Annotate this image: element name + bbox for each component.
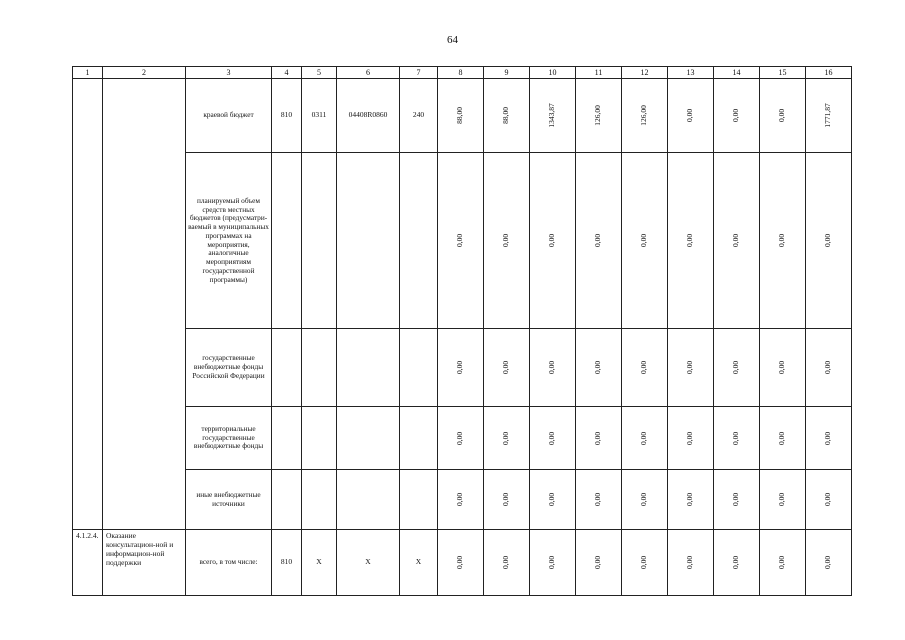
value-text: 126,00 xyxy=(639,105,649,126)
funding-source: иные внебюджетные источники xyxy=(186,470,272,530)
value-text: 0,00 xyxy=(455,492,465,507)
code-cell: X xyxy=(400,530,438,596)
value-text: 0,00 xyxy=(593,233,603,248)
value-text: 0,00 xyxy=(639,555,649,570)
column-header: 2 xyxy=(103,67,186,79)
code-cell xyxy=(337,470,400,530)
value-cell xyxy=(484,153,530,329)
row-name-cell xyxy=(103,79,186,530)
value-text: 0,00 xyxy=(455,431,465,445)
code-cell: X xyxy=(337,530,400,596)
value-cell xyxy=(760,153,806,329)
value-cell xyxy=(576,329,622,407)
value-text: 0,00 xyxy=(777,431,787,445)
code-cell: 0311 xyxy=(302,79,337,153)
column-header: 8 xyxy=(438,67,484,79)
value-cell xyxy=(806,530,852,596)
value-text: 0,00 xyxy=(777,233,787,248)
value-text: 0,00 xyxy=(547,233,557,248)
column-header: 10 xyxy=(530,67,576,79)
table-row xyxy=(73,407,852,470)
value-text: 0,00 xyxy=(685,108,695,123)
value-cell xyxy=(714,79,760,153)
value-cell xyxy=(576,407,622,470)
value-text: 0,00 xyxy=(685,555,695,570)
value-cell xyxy=(760,530,806,596)
column-header: 1 xyxy=(73,67,103,79)
code-cell: 810 xyxy=(272,79,302,153)
funding-source: краевой бюджет xyxy=(186,79,272,153)
value-text: 0,00 xyxy=(823,555,833,570)
value-cell xyxy=(760,470,806,530)
column-header: 5 xyxy=(302,67,337,79)
value-text: 1343,87 xyxy=(547,103,557,128)
value-cell xyxy=(806,79,852,153)
value-cell xyxy=(668,329,714,407)
value-text: 0,00 xyxy=(501,233,511,248)
value-cell xyxy=(714,153,760,329)
value-text: 0,00 xyxy=(547,360,557,375)
value-text: 1771,87 xyxy=(823,103,833,128)
code-cell: 04408R0860 xyxy=(337,79,400,153)
funding-source: государственные внебюджетные фонды Российской Федерации xyxy=(186,329,272,407)
value-cell xyxy=(576,153,622,329)
code-cell xyxy=(337,329,400,407)
value-cell xyxy=(714,470,760,530)
value-cell xyxy=(576,470,622,530)
value-cell xyxy=(668,407,714,470)
value-text: 0,00 xyxy=(593,492,603,507)
table-row xyxy=(73,329,852,407)
value-text: 0,00 xyxy=(501,431,511,445)
value-text: 0,00 xyxy=(455,555,465,570)
budget-table xyxy=(72,66,852,596)
value-text: 0,00 xyxy=(685,360,695,375)
value-text: 0,00 xyxy=(731,492,741,507)
value-cell xyxy=(622,153,668,329)
table-row xyxy=(73,470,852,530)
value-text: 0,00 xyxy=(639,431,649,445)
value-cell xyxy=(576,530,622,596)
column-header: 14 xyxy=(714,67,760,79)
value-cell xyxy=(668,470,714,530)
table-row xyxy=(73,79,852,153)
value-cell xyxy=(806,329,852,407)
value-cell xyxy=(760,79,806,153)
column-header: 16 xyxy=(806,67,852,79)
code-cell: X xyxy=(302,530,337,596)
value-cell xyxy=(622,329,668,407)
value-cell xyxy=(530,329,576,407)
value-text: 0,00 xyxy=(547,431,557,445)
code-cell xyxy=(302,407,337,470)
value-text: 0,00 xyxy=(777,360,787,375)
row-number-cell xyxy=(73,79,103,530)
value-cell xyxy=(484,530,530,596)
value-text: 0,00 xyxy=(547,555,557,570)
value-text: 0,00 xyxy=(823,360,833,375)
value-text: 0,00 xyxy=(639,233,649,248)
value-cell xyxy=(760,329,806,407)
code-cell xyxy=(400,407,438,470)
value-text: 0,00 xyxy=(685,431,695,445)
column-header: 4 xyxy=(272,67,302,79)
value-text: 0,00 xyxy=(823,233,833,248)
value-cell xyxy=(530,470,576,530)
value-text: 0,00 xyxy=(639,492,649,507)
column-header: 7 xyxy=(400,67,438,79)
value-cell xyxy=(714,407,760,470)
code-cell xyxy=(272,329,302,407)
value-text: 88,00 xyxy=(455,107,465,124)
column-header: 13 xyxy=(668,67,714,79)
code-cell xyxy=(400,329,438,407)
value-cell xyxy=(530,407,576,470)
code-cell: 240 xyxy=(400,79,438,153)
value-text: 0,00 xyxy=(685,492,695,507)
column-header: 9 xyxy=(484,67,530,79)
code-cell xyxy=(272,153,302,329)
value-cell xyxy=(760,407,806,470)
value-text: 0,00 xyxy=(777,555,787,570)
value-cell xyxy=(484,329,530,407)
value-text: 126,00 xyxy=(593,105,603,126)
code-cell xyxy=(400,470,438,530)
code-cell xyxy=(400,153,438,329)
column-header: 12 xyxy=(622,67,668,79)
value-cell xyxy=(438,153,484,329)
value-text: 0,00 xyxy=(777,492,787,507)
value-cell xyxy=(438,470,484,530)
value-text: 0,00 xyxy=(501,555,511,570)
value-text: 88,00 xyxy=(501,107,511,124)
value-text: 0,00 xyxy=(823,431,833,445)
row-name: Оказание консультацион-ной и информацион-ной поддержки xyxy=(103,530,186,596)
row-number: 4.1.2.4. xyxy=(73,530,103,596)
value-text: 0,00 xyxy=(823,492,833,507)
funding-source: планируемый объем средств местных бюджетов (предусматри-ваемый в муниципальных программах на мероприятия, аналогичные мероприятиям государственной программы) xyxy=(186,153,272,329)
value-text: 0,00 xyxy=(593,360,603,375)
value-text: 0,00 xyxy=(593,431,603,445)
value-cell xyxy=(714,329,760,407)
value-text: 0,00 xyxy=(731,555,741,570)
column-header: 11 xyxy=(576,67,622,79)
page-number: 64 xyxy=(447,34,458,46)
value-cell xyxy=(530,530,576,596)
value-cell xyxy=(484,470,530,530)
column-header-row xyxy=(73,67,852,79)
value-cell xyxy=(668,153,714,329)
value-cell xyxy=(484,407,530,470)
code-cell xyxy=(302,153,337,329)
value-cell xyxy=(438,79,484,153)
value-cell xyxy=(714,530,760,596)
table-row xyxy=(73,153,852,329)
value-cell xyxy=(622,79,668,153)
value-cell xyxy=(806,470,852,530)
code-cell: 810 xyxy=(272,530,302,596)
value-cell xyxy=(484,79,530,153)
value-text: 0,00 xyxy=(593,555,603,570)
value-cell xyxy=(668,79,714,153)
table-row xyxy=(73,530,852,596)
value-cell xyxy=(668,530,714,596)
code-cell xyxy=(272,407,302,470)
column-header: 15 xyxy=(760,67,806,79)
value-cell xyxy=(622,530,668,596)
value-text: 0,00 xyxy=(731,233,741,248)
value-cell xyxy=(438,329,484,407)
value-cell xyxy=(622,470,668,530)
code-cell xyxy=(337,407,400,470)
column-header: 6 xyxy=(337,67,400,79)
value-cell xyxy=(530,153,576,329)
value-text: 0,00 xyxy=(639,360,649,375)
code-cell xyxy=(302,329,337,407)
value-cell xyxy=(806,407,852,470)
value-cell xyxy=(806,153,852,329)
funding-source: территориальные государственные внебюджетные фонды xyxy=(186,407,272,470)
value-text: 0,00 xyxy=(731,360,741,375)
value-text: 0,00 xyxy=(731,431,741,445)
value-text: 0,00 xyxy=(777,108,787,123)
code-cell xyxy=(302,470,337,530)
code-cell xyxy=(272,470,302,530)
value-text: 0,00 xyxy=(501,360,511,375)
value-text: 0,00 xyxy=(501,492,511,507)
value-text: 0,00 xyxy=(455,233,465,248)
value-cell xyxy=(438,407,484,470)
value-cell xyxy=(530,79,576,153)
column-header: 3 xyxy=(186,67,272,79)
value-text: 0,00 xyxy=(731,108,741,123)
value-text: 0,00 xyxy=(455,360,465,375)
funding-source: всего, в том числе: xyxy=(186,530,272,596)
value-cell xyxy=(622,407,668,470)
code-cell xyxy=(337,153,400,329)
value-text: 0,00 xyxy=(547,492,557,507)
value-cell xyxy=(576,79,622,153)
value-cell xyxy=(438,530,484,596)
value-text: 0,00 xyxy=(685,233,695,248)
